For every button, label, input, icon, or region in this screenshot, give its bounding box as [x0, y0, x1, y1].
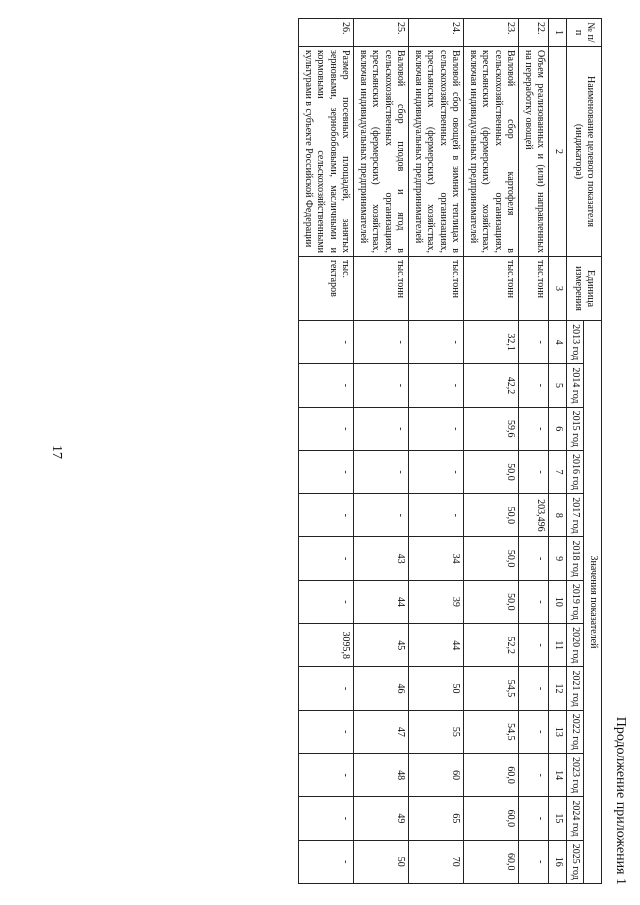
value-cell: - [519, 364, 549, 407]
value-cell: - [409, 407, 464, 450]
column-number: 1 [549, 19, 567, 47]
column-number: 5 [549, 364, 567, 407]
column-number: 8 [549, 494, 567, 537]
value-cell: - [299, 797, 354, 840]
header-year: 2016 год [567, 450, 585, 493]
value-cell: - [519, 753, 549, 796]
column-number: 3 [549, 257, 567, 321]
value-cell: 34 [409, 537, 464, 580]
header-year: 2015 год [567, 407, 585, 450]
value-cell: 47 [354, 710, 409, 753]
value-cell: 50,0 [464, 537, 519, 580]
value-cell: - [299, 364, 354, 407]
unit-cell: тыс.тонн [464, 257, 519, 321]
value-cell: 50,0 [464, 580, 519, 623]
value-cell: - [519, 407, 549, 450]
header-year: 2023 год [567, 753, 585, 796]
header-year: 2018 год [567, 537, 585, 580]
header-year: 2020 год [567, 624, 585, 667]
value-cell: 49 [354, 797, 409, 840]
value-cell: 50 [409, 667, 464, 710]
header-year: 2017 год [567, 494, 585, 537]
header-year: 2025 год [567, 840, 585, 883]
column-number: 10 [549, 580, 567, 623]
value-cell: - [519, 321, 549, 364]
value-cell: 55 [409, 710, 464, 753]
row-number: 25. [354, 19, 409, 47]
column-number: 6 [549, 407, 567, 450]
header-unit: Единица измерения [567, 257, 602, 321]
value-cell: - [299, 580, 354, 623]
value-cell: - [354, 407, 409, 450]
column-number: 4 [549, 321, 567, 364]
row-number: 26. [299, 19, 354, 47]
value-cell: 46 [354, 667, 409, 710]
value-cell: - [519, 797, 549, 840]
header-year: 2013 год [567, 321, 585, 364]
unit-cell: тыс.тонн [409, 257, 464, 321]
value-cell: 54,5 [464, 667, 519, 710]
value-cell: 32,1 [464, 321, 519, 364]
column-number: 2 [549, 47, 567, 257]
value-cell: 50 [354, 840, 409, 883]
table-row [464, 19, 519, 884]
indicator-name: Валовой сбор картофеля в сельскохозяйственных организациях, крестьянских (фермерских) хозяйствах, включая индивидуальных предпринимателей [464, 47, 519, 257]
value-cell: - [519, 450, 549, 493]
value-cell: - [519, 840, 549, 883]
column-number: 14 [549, 753, 567, 796]
value-cell: 42,2 [464, 364, 519, 407]
header-values-group: Значения показателей [584, 321, 602, 884]
value-cell: 70 [409, 840, 464, 883]
header-year: 2021 год [567, 667, 585, 710]
value-cell: - [299, 537, 354, 580]
value-cell: 60,0 [464, 797, 519, 840]
value-cell: - [409, 364, 464, 407]
value-cell: - [409, 321, 464, 364]
value-cell: 203,496 [519, 494, 549, 537]
value-cell: - [299, 710, 354, 753]
column-number: 16 [549, 840, 567, 883]
table-row [409, 19, 464, 884]
unit-cell: тыс.тонн [519, 257, 549, 321]
value-cell: - [354, 494, 409, 537]
column-numbers-row [549, 19, 567, 884]
value-cell: - [409, 494, 464, 537]
value-cell: - [354, 450, 409, 493]
header-year: 2024 год [567, 797, 585, 840]
value-cell: - [299, 840, 354, 883]
value-cell: 45 [354, 624, 409, 667]
value-cell: - [519, 580, 549, 623]
row-number: 23. [464, 19, 519, 47]
value-cell: - [299, 407, 354, 450]
unit-cell: тыс.тонн [354, 257, 409, 321]
table-row [299, 19, 354, 884]
value-cell: - [519, 710, 549, 753]
column-number: 15 [549, 797, 567, 840]
value-cell: 3095,8 [299, 624, 354, 667]
value-cell: - [519, 667, 549, 710]
value-cell: 60,0 [464, 840, 519, 883]
table-row [519, 19, 549, 884]
header-num: № п/п [567, 19, 602, 47]
value-cell: 39 [409, 580, 464, 623]
value-cell: 44 [354, 580, 409, 623]
unit-cell: тыс. гектаров [299, 257, 354, 321]
value-cell: 48 [354, 753, 409, 796]
column-number: 9 [549, 537, 567, 580]
table-row [354, 19, 409, 884]
page-number: 17 [49, 445, 64, 459]
row-number: 24. [409, 19, 464, 47]
value-cell: 54,5 [464, 710, 519, 753]
indicator-name: Валовой сбор овощей в зимних теплицах в сельскохозяйственных организациях, крестьянских (фермерских) хозяйствах, включая индивидуальных предпринимателей [409, 47, 464, 257]
appendix-continuation-note: Продолжение приложения 1 [613, 716, 628, 885]
value-cell: - [299, 753, 354, 796]
value-cell: 60,0 [464, 753, 519, 796]
header-year: 2022 год [567, 710, 585, 753]
value-cell: - [519, 624, 549, 667]
table-body [299, 19, 549, 884]
value-cell: - [299, 667, 354, 710]
column-number: 12 [549, 667, 567, 710]
column-number: 13 [549, 710, 567, 753]
indicator-name: Валовой сбор плодов и ягод в сельскохозяйственных организациях, крестьянских (фермерских) хозяйствах, включая индивидуальных предпринимателей [354, 47, 409, 257]
value-cell: 52,2 [464, 624, 519, 667]
value-cell: - [409, 450, 464, 493]
value-cell: - [299, 321, 354, 364]
column-number: 7 [549, 450, 567, 493]
header-year: 2019 год [567, 580, 585, 623]
value-cell: 50,0 [464, 494, 519, 537]
value-cell: - [299, 494, 354, 537]
value-cell: - [299, 450, 354, 493]
indicator-name: Объем реализованных и (или) направленных на переработку овощей [519, 47, 549, 257]
value-cell: 60 [409, 753, 464, 796]
indicators-table [299, 18, 603, 884]
table-header [549, 19, 602, 884]
header-year: 2014 год [567, 364, 585, 407]
value-cell: 43 [354, 537, 409, 580]
value-cell: - [354, 321, 409, 364]
row-number: 22. [519, 19, 549, 47]
value-cell: 44 [409, 624, 464, 667]
indicator-name: Размер посевных площадей, занятых зерновыми, зернобобовыми, масличными и кормовыми сельскохозяйственными культурами в субъекте Российской Федерации [299, 47, 354, 257]
value-cell: 65 [409, 797, 464, 840]
header-name: Наименование целевого показателя (индикатора) [567, 47, 602, 257]
value-cell: - [519, 537, 549, 580]
value-cell: - [354, 364, 409, 407]
value-cell: 59,6 [464, 407, 519, 450]
value-cell: 50,0 [464, 450, 519, 493]
column-number: 11 [549, 624, 567, 667]
